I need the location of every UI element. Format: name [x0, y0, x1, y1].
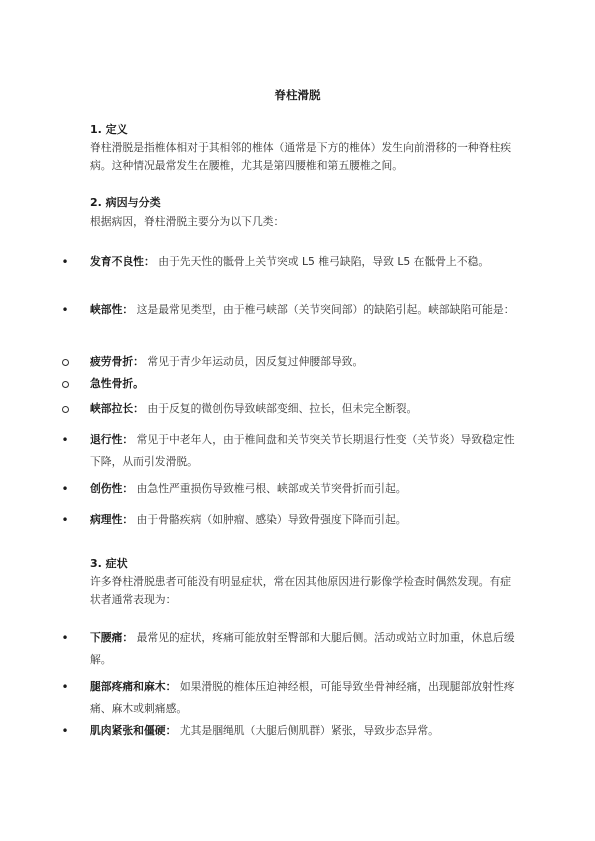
- bullet-icon: [58, 299, 72, 322]
- causes-intro-paragraph: 根据病因，脊柱滑脱主要分为以下几类：: [90, 215, 285, 228]
- bullet-icon: [58, 720, 72, 743]
- list-item: [90, 429, 515, 473]
- list-item-term: 下腰痛：: [90, 631, 134, 644]
- list-item-term: 疲劳骨折：: [90, 355, 144, 368]
- section-heading-definition: 1. 定义: [90, 123, 128, 136]
- list-item-text: 由于先天性的骶骨上关节突或 L5 椎弓缺陷，导致 L5 在骶骨上不稳。: [158, 255, 490, 268]
- list-item-term: 退行性：: [90, 433, 134, 446]
- list-item-text: 尤其是腘绳肌（大腿后侧肌群）紧张，导致步态异常。: [179, 724, 439, 737]
- bullet-icon: [58, 429, 72, 452]
- list-item: [90, 251, 515, 273]
- bullet-icon: [58, 627, 72, 650]
- document-title: 脊柱滑脱: [274, 88, 321, 102]
- symptoms-intro-paragraph: 许多脊柱滑脱患者可能没有明显症状，常在因其他原因进行影像学检查时偶然发现。有症状者通常表现为：: [90, 575, 512, 606]
- bullet-icon: [58, 676, 72, 699]
- list-item-text: 由于骨骼疾病（如肿瘤、感染）导致骨强度下降而引起。: [136, 513, 407, 526]
- section-heading-symptoms: 3. 症状: [90, 557, 128, 570]
- list-item-text: 常见于中老年人，由于椎间盘和关节突关节长期退行性变（关节炎）导致稳定性下降，从而引发滑脱。: [90, 433, 515, 468]
- list-item-term: 肌肉紧张和僵硬：: [90, 724, 177, 737]
- list-item-term: 发育不良性：: [90, 255, 155, 268]
- list-item-term: 峡部性：: [90, 303, 134, 316]
- list-item: [90, 299, 515, 321]
- list-item: [90, 478, 515, 500]
- list-item-term: 病理性：: [90, 513, 134, 526]
- list-item: [90, 351, 515, 373]
- list-item-term: 腿部疼痛和麻木：: [90, 680, 177, 693]
- bullet-icon: [58, 509, 72, 532]
- list-item-term: 创伤性：: [90, 482, 134, 495]
- list-item-term: 峡部拉长：: [90, 402, 144, 415]
- definition-paragraph: 脊柱滑脱是指椎体相对于其相邻的椎体（通常是下方的椎体）发生向前滑移的一种脊柱疾病。这种情况最常发生在腰椎，尤其是第四腰椎和第五腰椎之间。: [90, 141, 512, 172]
- list-item-text: 常见于青少年运动员，因反复过伸腰部导致。: [147, 355, 364, 368]
- list-item-text: 由于反复的微创伤导致峡部变细、拉长，但未完全断裂。: [147, 402, 418, 415]
- list-item: [90, 720, 515, 742]
- list-item: [90, 398, 515, 420]
- list-item-text: 如果滑脱的椎体压迫神经根，可能导致坐骨神经痛，出现腿部放射性疼痛、麻木或刺痛感。: [90, 680, 515, 715]
- list-item: [90, 627, 515, 671]
- list-item: [90, 373, 515, 395]
- list-item-text: 最常见的症状，疼痛可能放射至臀部和大腿后侧。活动或站立时加重，休息后缓解。: [90, 631, 515, 666]
- bullet-icon: [58, 478, 72, 501]
- circle-bullet-icon: [58, 398, 72, 420]
- list-item-term: 急性骨折。: [90, 377, 144, 390]
- section-heading-causes: 2. 病因与分类: [90, 196, 161, 209]
- bullet-icon: [58, 251, 72, 274]
- list-item-text: 这是最常见类型，由于椎弓峡部（关节突间部）的缺陷引起。峡部缺陷可能是：: [136, 303, 515, 316]
- circle-bullet-icon: [58, 373, 72, 395]
- list-item: [90, 676, 515, 720]
- circle-bullet-icon: [58, 351, 72, 373]
- list-item-text: 由急性严重损伤导致椎弓根、峡部或关节突骨折而引起。: [136, 482, 407, 495]
- list-item: [90, 509, 515, 531]
